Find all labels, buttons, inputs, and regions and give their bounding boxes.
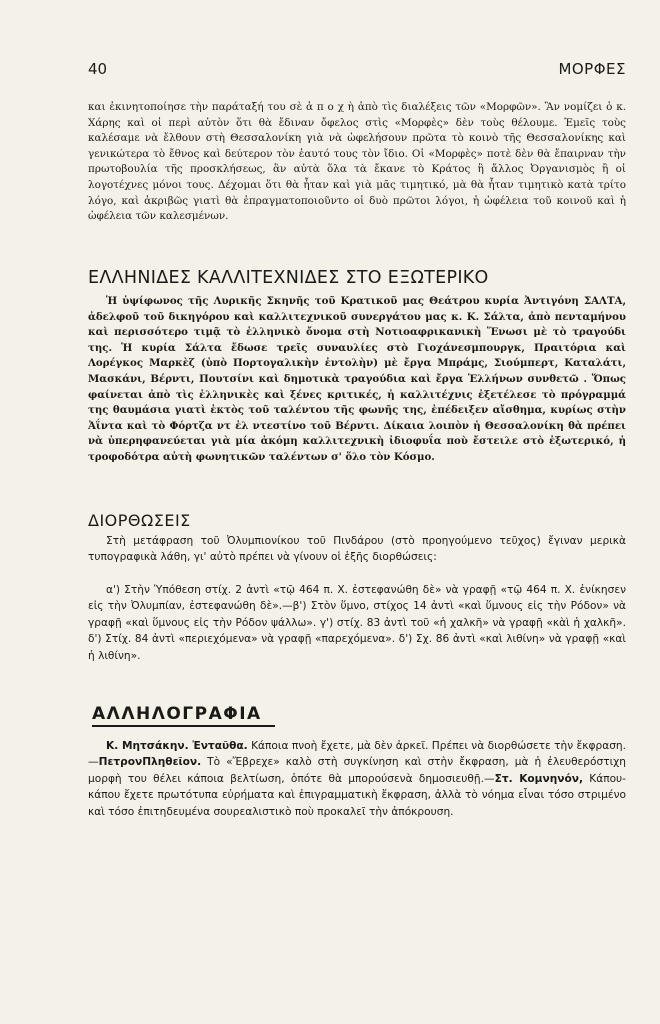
corrections-list-paragraph xyxy=(88,582,626,664)
section-heading-artists: ΕΛΛΗΝΙΔΕΣ ΚΑΛΛΙΤΕΧΝΙΔΕΣ ΣΤΟ ΕΞΩΤΕΡΙΚΟ xyxy=(88,268,489,288)
corrections-intro-paragraph xyxy=(88,533,626,566)
page-header xyxy=(88,60,626,84)
correspondent-name-1: Κ. Μητσάκην. Ἐνταῦθα. xyxy=(106,740,248,752)
artists-text: Ἡ ὑψίφωνος τῆς Λυρικῆς Σκηνῆς τοῦ Κρατικοῦ μας Θεάτρου κυρία Ἀντιγόνη ΣΑΛΤΑ, ἀδελφοῦ τοῦ δικηγόρου καὶ καλλιτεχνικοῦ συνεργάτου μας κ. Κ. Σάλτα, ἀπὸ πενταμήνου καὶ περισσότερο τιμᾷ τὸ ἑλληνικὸ ὄνομα στὴ Νοτιοαφρικανικὴ Ἕνωσι μὲ τὸ τραγούδι της. Ἡ κυρία Σάλτα ἔδωσε τρεῖς συναυλίες στὸ Γιοχάνεσμπουργκ, Πραιτόρια καὶ Λορέγκος Μαρκὲζ (ὑπὸ Πορτογαλικὴν ἐντολὴν) μὲ ἔργα Μπράμς, Σιούμπερτ, Καταλάτι, Μασκάνι, Βέρντι, Πουτσίνι καὶ δημοτικὰ τραγούδια καὶ ἔργα Ἑλλήνων συνθετῶ . Ὅπως φαίνεται ἀπὸ τὶς ἑλληνικὲς καὶ ξένες κριτικές, ἡ καλλιτέχνις ἐξετέλεσε τὸ πρόγραμμά της θαυμάσια γιατὶ ἐκτὸς τοῦ ταλέντου τῆς φωνῆς της, ἐπέδειξεν αἴσθημα, κυρίως στὴν Ἀΐντα καὶ τὸ Φόρτζα ντ ἐλ ντεστίνο τοῦ Βέρντι. Δίκαια λοιπὸν ἡ Θεσσαλονίκη θὰ πρέπει νὰ ὑπερηφανεύεται γιὰ μία ἀκόμη καλλιτεχνικὴ ἰδιοφυΐα ποὺ ἔστειλε στὸ ἐξωτερικό, ἡ τροφοδότρα αὐτὴ φωνητικῶν ταλέντων σ' ὅλο τὸν Κόσμο. xyxy=(88,295,626,463)
correspondent-name-2: ΠετρονΠληθεῖον. xyxy=(98,756,202,769)
artists-paragraph xyxy=(88,294,626,466)
correspondence-reply-2: Τὸ «Ἔβρεχε» καλὸ στὴ συγκίνηση καὶ στὴν ἔκφραση, μὰ ἡ ἐλευθερόστιχη μορφὴ του θέλει κάποια βελτίωση, ὁπότε θὰ μπορούσενὰ δημοσιευθῇ.— xyxy=(88,756,626,785)
heading-underline xyxy=(92,725,275,727)
page-number: 40 xyxy=(88,60,108,78)
correspondence-reply-1: Κάποια πνοὴ ἔχετε, μὰ δὲν ἀρκεῖ. Πρέπει νὰ διορθώσετε τὴν ἔκφραση.— xyxy=(88,740,627,769)
correspondence-paragraph xyxy=(88,738,626,820)
corrections-intro-text: Στὴ μετάφραση τοῦ Ὀλυμπιονίκου τοῦ Πινδάρου (στὸ προηγούμενο τεῦχος) ἔγιναν μερικὰ τυπογραφικὰ λάθη, γι' αὐτὸ πρέπει νὰ γίνουν οἱ ἑξῆς διορθώσεις: xyxy=(88,535,626,564)
section-heading-corrections: ΔΙΟΡΘΩΣΕΙΣ xyxy=(88,511,191,530)
correspondence-reply-3: Κάπου-κάπου ἔχετε πρωτότυπα εὐρήματα καὶ ἐπιγραμματικὴ ἔκφραση, ἀλλὰ τὸ νόημα εἶναι τόσο στριμένο καὶ τόσο ἐπιτηδευμένα σουρεαλιστικὸ ποὺ προκαλεῖ τὴν ἀπόκρουση. xyxy=(88,772,626,818)
section-heading-correspondence: ΑΛΛΗΛΟΓΡΑΦΙΑ xyxy=(92,704,262,724)
correspondent-name-3: Στ. Κομνηνόν, xyxy=(494,772,583,785)
running-title: ΜΟΡΦΕΣ xyxy=(558,60,626,78)
corrections-list-text: α') Στὴν Ὑπόθεση στίχ. 2 ἀντὶ «τῷ 464 π. Χ. ἐστεφανώθη δὲ» νὰ γραφῇ «τῷ 464 π. Χ. ἐνίκησεν εἰς τὴν Ὀλυμπίαν, ἐστεφανώθη δὲ».—β') Στὸν ὕμνο, στίχος 14 ἀντὶ «καὶ ὕμνους εἰς τὴν Ρόδον» νὰ γραφῇ «καὶ ὕμνους εἰς τὴν Ρόδον ψάλλω». γ') στίχ. 83 ἀντὶ τοῦ «ἡ χαλκῆ» νὰ γραφῇ «κὰὶ ἡ χαλκῆ». δ') Στίχ. 84 ἀντὶ «περιεχόμενα» νὰ γραφῇ «παρεχόμενα». δ') Σχ. 86 ἀντὶ «καὶ λιθίνη» νὰ γραφῇ «καὶ ἡ λιθίνη». xyxy=(88,584,626,662)
intro-paragraph: και ἐκινητοποίησε τὴν παράταξή του σὲ ἀ π ο χ ὴ ἀπὸ τὶς διαλέξεις τῶν «Μορφῶν». Ἂν νομίζει ὁ κ. Χάρης καὶ οἱ περὶ αὐτὸν ὅτι θὰ ἔδιναν ὄφελος στὶς «Μορφὲς» δὲν τοὺς θέλουμε. Ἐμεῖς τοὺς καλέσαμε νὰ ἔλθουν στὴ Θεσσαλονίκη γιὰ νὰ ὠφελήσουν πρῶτα τὸ κοινὸ τῆς Θεσσαλονίκης καὶ γενικώτερα τὸ ἔθνος καὶ δεύτερον τὸν ἑαυτό τους τὸν ἴδιο. Οἱ «Μορφὲς» ποτὲ δὲν θὰ ἔπαιρναν τὴν πρωτοβουλία τῆς προσκλήσεως, ἂν αὐτὰ ὅλα τὰ ἔκανε τὸ Κράτος ἢ ἄλλος Ὀργανισμὸς ἢ οἱ λογοτέχνες μόνοι τους. Δέχομαι ὅτι θὰ ἦταν καὶ γιὰ μᾶς τιμητικό, μὰ θὰ ἦταν τιμητικὸ κατὰ τρίτο λόγο, καὶ ἀκριβῶς γιατὶ θὰ ἐπραγματοποιοῦντο οἱ δυὸ πρῶτοι λόγοι, ἡ ὠφέλεια τοῦ κοινοῦ καὶ ἡ ὠφέλεια τῶν καλεσμένων. xyxy=(88,101,626,223)
